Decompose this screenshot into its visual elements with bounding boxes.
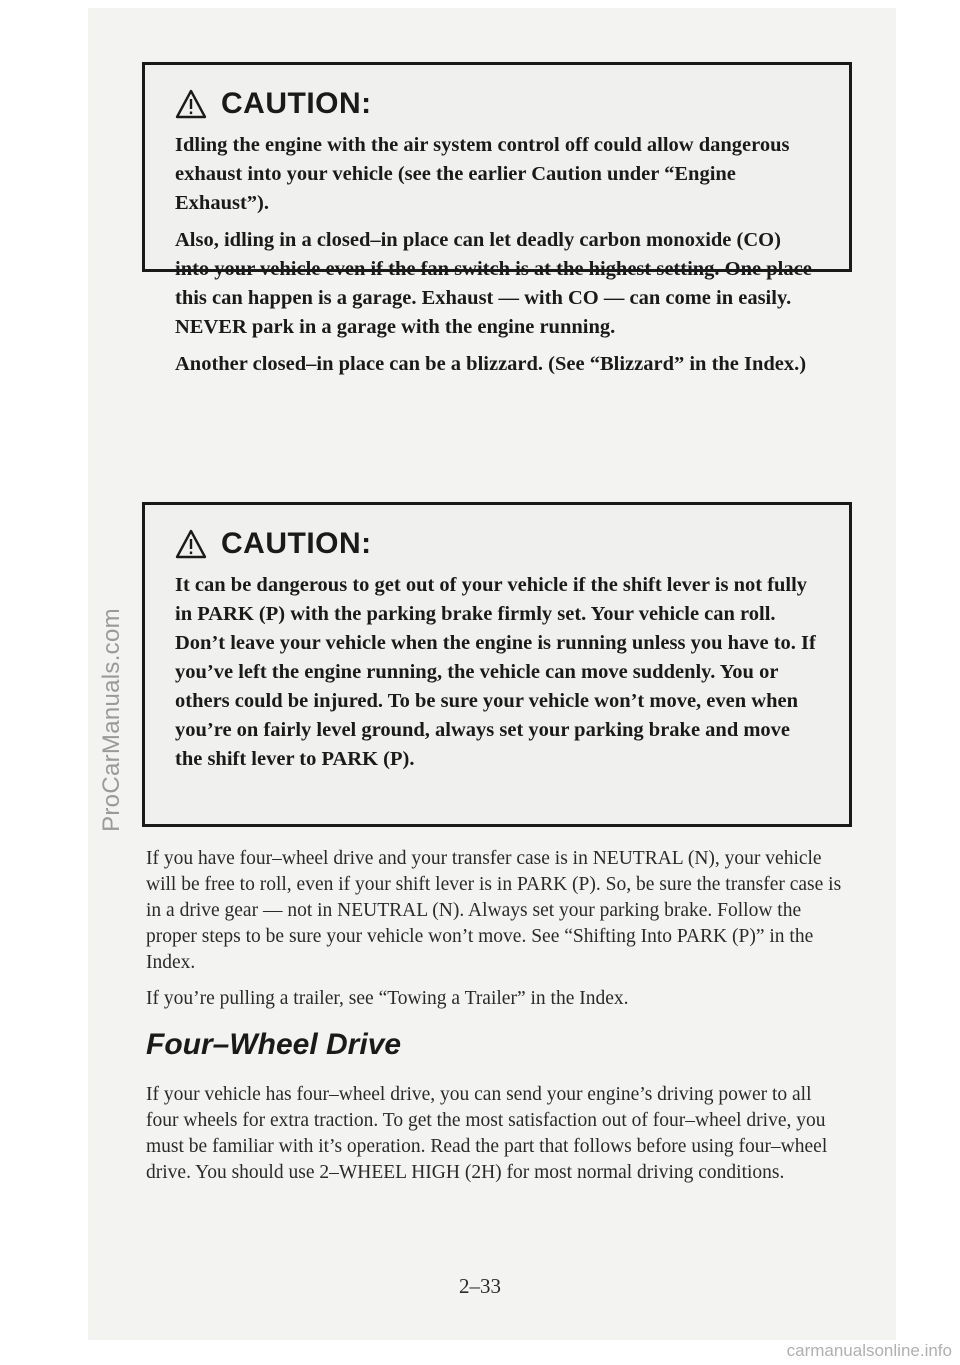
body-paragraph-text: If you have four–wheel drive and your transfer case is in NEUTRAL (N), your vehicle will be free to roll, even if your shift lever is in PARK (P). So, be sure the transfer case is in a drive gear — not in NEUTRAL (N). Always set your parking brake. Follow the proper steps to be sure your vehicle won’t move. See “Shifting Into PARK (P)” in the Index. [146,848,842,973]
caution-paragraph: It can be dangerous to get out of your vehicle if the shift lever is not fully in PARK (P) with the parking brake firmly set. Your vehicle can roll. Don’t leave your vehicle when the engine is running unless you have to. If you’ve left the engine running, the vehicle can move suddenly. You or others could be injured. To be sure your vehicle won’t move, even when you’re on fairly level ground, always set your parking brake and move the shift lever to PARK (P). [175,574,816,770]
body-paragraph-four-wheel [146,1082,846,1186]
body-paragraph-text: If you’re pulling a trailer, see “Towing a Trailer” in the Index. [146,988,629,1009]
body-paragraph-neutral [146,846,846,976]
side-watermark: ProCarManuals.com [98,608,125,832]
warning-triangle-icon [175,529,207,559]
caution-paragraph: Another closed–in place can be a blizzard. (See “Blizzard” in the Index.) [175,353,807,375]
caution-box-park [142,502,852,827]
caution-box-exhaust [142,62,852,375]
section-heading: Four–Wheel Drive [146,1028,402,1061]
caution-header [175,87,819,121]
footer-watermark: carmanualsonline.info [786,1341,952,1360]
caution-header [175,527,819,561]
body-paragraph-trailer [146,986,846,1012]
caution-title: CAUTION: [221,87,372,120]
caution-paragraph: Also, idling in a closed–in place can let deadly carbon monoxide (CO) into your vehicle even if the fan switch is at the highest setting. One place this can happen is a garage. Exhaust — with CO — can come in easily. NEVER park in a garage with the engine running. [175,229,812,338]
body-paragraph-text: If your vehicle has four–wheel drive, you can send your engine’s driving power to all four wheels for extra traction. To get the most satisfaction out of four–wheel drive, you must be familiar with it’s operation. Read the part that follows before using four–wheel drive. You should use 2–WHEEL HIGH (2H) for most normal driving conditions. [146,1084,828,1183]
caution-title: CAUTION: [221,527,372,560]
page-number: 2–33 [459,1274,501,1298]
caution-paragraph: Idling the engine with the air system control off could allow dangerous exhaust into your vehicle (see the earlier Caution under “Engine Exhaust”). [175,134,790,214]
warning-triangle-icon [175,89,207,119]
